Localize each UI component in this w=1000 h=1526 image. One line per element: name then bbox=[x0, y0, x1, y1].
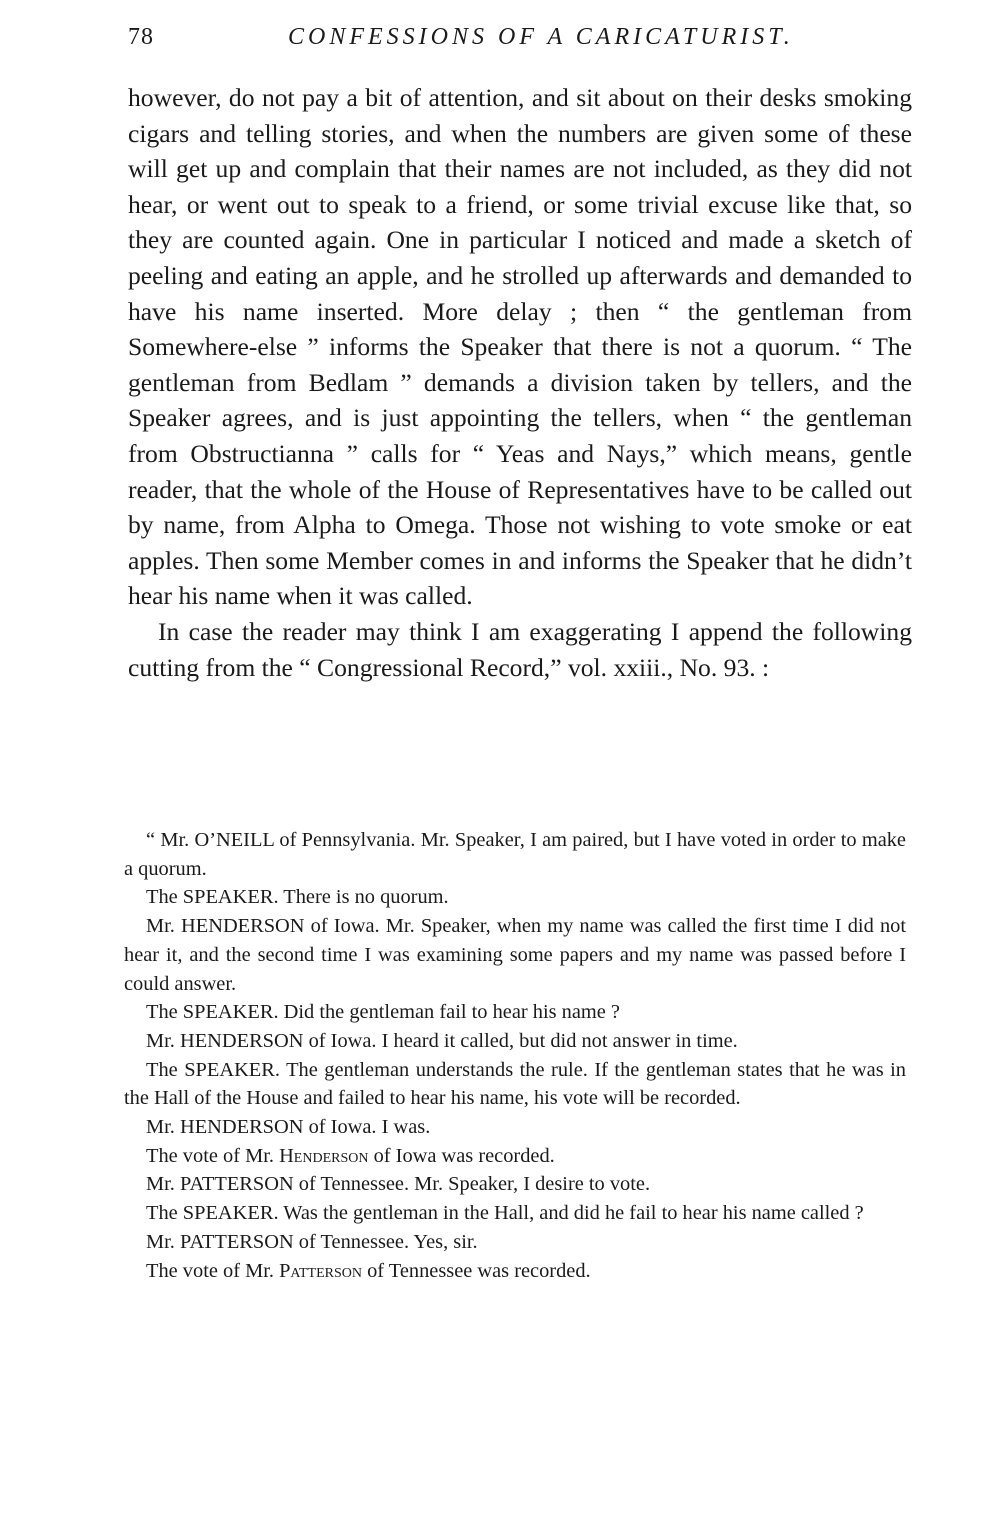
quote-line: Mr. HENDERSON of Iowa. I heard it called, but did not answer in time. bbox=[146, 1029, 738, 1052]
quote-line: The SPEAKER. Did the gentleman fail to hear his name ? bbox=[146, 1001, 620, 1024]
record-suffix: of Iowa was recorded. bbox=[368, 1144, 555, 1167]
quote-line: Mr. PATTERSON of Tennessee. Yes, sir. bbox=[146, 1230, 478, 1253]
record-suffix: of Tennessee was recorded. bbox=[361, 1259, 591, 1282]
quote-line-henderson-recorded bbox=[124, 1142, 906, 1171]
page-number: 78 bbox=[128, 24, 154, 50]
record-prefix: The vote of Mr. bbox=[146, 1259, 280, 1282]
body-paragraph: however, do not pay a bit of attention, and sit about on their desks smoking cigars and telling stories, and when the numbers are given some of these will get up and complain that their names are not included, as they did not hear, or went out to speak to a friend, or some trivial excuse like that, so they are counted again. One in particular I noticed and made a sketch of peeling and eating an apple, and he strolled up afterwards and demanded to have his name inserted. More delay ; then “ the gentleman from Somewhere-else ” informs the Speaker that there is not a quorum. “ The gentleman from Bedlam ” demands a division taken by tellers, and the Speaker agrees, and is just appointing the tellers, when “ the gentleman from Obstructianna ” calls for “ Yeas and Nays,” which means, gentle reader, that the whole of the House of Representatives have to be called out by name, from Alpha to Omega. Those not wishing to vote smoke or eat apples. Then some Member comes in and informs the Speaker that he didn’t hear his name when it was called. bbox=[128, 83, 912, 611]
quote-line: The SPEAKER. There is no quorum. bbox=[146, 886, 449, 909]
body-paragraph: In case the reader may think I am exaggerating I append the following cutting from the “ Congressional Record,” vol. xxiii., No. 93. : bbox=[128, 616, 912, 682]
record-prefix: The vote of Mr. bbox=[146, 1144, 280, 1167]
congressional-record-quotation bbox=[124, 826, 906, 1285]
record-name: Patterson bbox=[279, 1259, 362, 1282]
quote-line-patterson-recorded bbox=[124, 1257, 906, 1286]
page-header bbox=[128, 24, 918, 56]
running-title: CONFESSIONS OF A CARICATURIST. bbox=[288, 24, 794, 50]
quote-line: Mr. HENDERSON of Iowa. I was. bbox=[146, 1116, 431, 1139]
quote-line: Mr. HENDERSON of Iowa. Mr. Speaker, when my name was called the first time I did not hear it, and the second time I was examining some papers and my name was passed before I could answer. bbox=[124, 915, 906, 995]
quote-line: “ Mr. O’NEILL of Pennsylvania. Mr. Speaker, I am paired, but I have voted in order to make a quorum. bbox=[124, 829, 906, 880]
quote-line: The SPEAKER. Was the gentleman in the Hall, and did he fail to hear his name called ? bbox=[146, 1202, 864, 1225]
record-name: Henderson bbox=[279, 1144, 369, 1167]
quote-line: The SPEAKER. The gentleman understands the rule. If the gentleman states that he was in the Hall of the House and failed to hear his name, his vote will be recorded. bbox=[124, 1058, 906, 1110]
quote-line: Mr. PATTERSON of Tennessee. Mr. Speaker, I desire to vote. bbox=[146, 1173, 651, 1196]
body-text bbox=[128, 80, 912, 685]
